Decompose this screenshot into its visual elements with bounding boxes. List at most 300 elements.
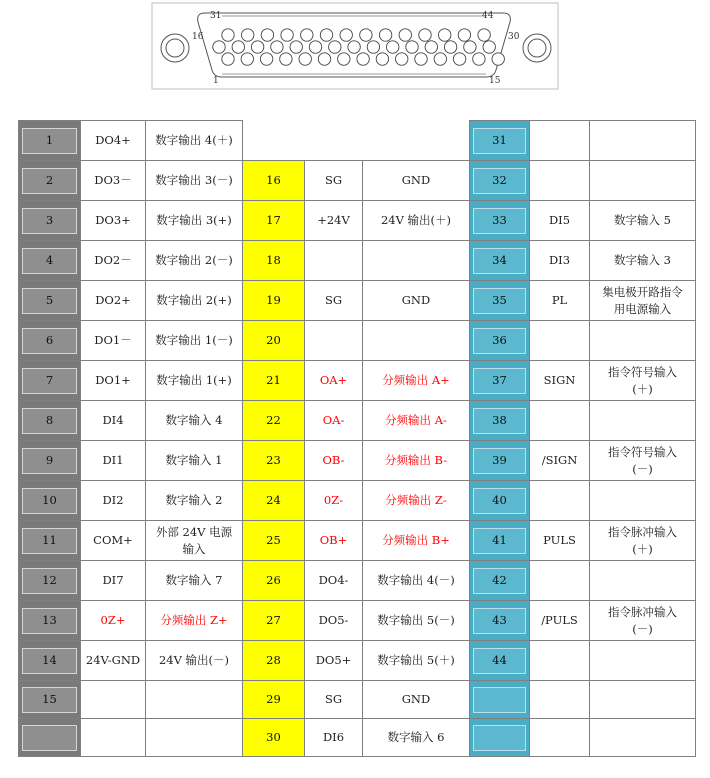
description-a-line: 数字输出 2(－) [155, 253, 233, 267]
signal-a [81, 281, 146, 321]
pin-number-c [470, 719, 530, 757]
description-c-line: (－) [632, 621, 653, 636]
signal-b-text: OA- [322, 413, 345, 427]
description-a [146, 561, 243, 601]
table-row [19, 281, 696, 321]
pin-number-c-bevel [473, 248, 526, 274]
connector-pin [318, 53, 330, 65]
pin-number-a [19, 521, 81, 561]
connector-pin [241, 53, 253, 65]
pin-number-a-bevel [22, 328, 77, 354]
pin-number-a-bevel [22, 725, 77, 751]
signal-c [530, 401, 590, 441]
connector-pin [458, 29, 470, 41]
pin-assignment-table [18, 120, 696, 757]
pin-number-c-text: 36 [492, 333, 507, 347]
pin-number-c-text: 37 [492, 373, 507, 387]
connector-pin [473, 53, 485, 65]
description-c [590, 719, 696, 757]
connector-pin [301, 29, 313, 41]
connector-pin [271, 41, 283, 53]
signal-b-text: DO5- [318, 613, 349, 627]
pin-number-a [19, 281, 81, 321]
signal-a [81, 719, 146, 757]
pin-number-c [470, 441, 530, 481]
connector-pin [379, 29, 391, 41]
signal-a [81, 481, 146, 521]
description-a [146, 161, 243, 201]
signal-a [81, 521, 146, 561]
description-a-line: 24V 输出(－) [158, 653, 230, 667]
description-a-line: 数字输入 1 [165, 453, 223, 467]
description-b-line: 数字输出 4(－) [377, 573, 455, 587]
pin-number-a-bevel [22, 288, 77, 314]
pin-number-c-text: 34 [492, 253, 507, 267]
description-b-line: GND [401, 692, 431, 706]
table-row [19, 681, 696, 719]
table-row [19, 641, 696, 681]
signal-a [81, 161, 146, 201]
description-b [363, 561, 470, 601]
description-c-line: (－) [632, 461, 653, 476]
signal-a [81, 361, 146, 401]
signal-b [305, 561, 363, 601]
pin-number-c [470, 161, 530, 201]
pin-number-c-bevel [473, 648, 526, 674]
connector-pin [340, 29, 352, 41]
description-b-line: GND [401, 293, 431, 307]
pin-number-a [19, 601, 81, 641]
description-c [590, 201, 696, 241]
connector-pin [348, 41, 360, 53]
table-row [19, 441, 696, 481]
connector-pin [251, 41, 263, 53]
description-a [146, 121, 243, 161]
signal-a-text: DI4 [102, 413, 124, 427]
description-c [590, 441, 696, 481]
connector-pin [360, 29, 372, 41]
description-a [146, 321, 243, 361]
connector-pin [492, 53, 504, 65]
pin-number-c-bevel [473, 368, 526, 394]
signal-c [530, 601, 590, 641]
description-b [363, 481, 470, 521]
signal-b-text: OB+ [319, 533, 348, 547]
pin-number-a-text: 13 [42, 613, 57, 627]
pin-number-c-bevel [473, 208, 526, 234]
description-c [590, 121, 696, 161]
description-c [590, 281, 696, 321]
pin-number-a-text: 6 [45, 333, 54, 347]
pin-number-c-bevel [473, 408, 526, 434]
pin-number-c-bevel [473, 528, 526, 554]
pin-number-c-text: 31 [492, 133, 507, 147]
description-b-line: GND [401, 173, 431, 187]
connector-pin [478, 29, 490, 41]
pin-number-a-text: 14 [42, 653, 57, 667]
signal-c [530, 719, 590, 757]
pin-number-a [19, 241, 81, 281]
pin-number-c-bevel [473, 687, 526, 713]
pin-number-a [19, 401, 81, 441]
connector-pin [280, 53, 292, 65]
pin-number-a-text: 4 [45, 253, 54, 267]
connector-pin [406, 41, 418, 53]
description-a-line: 数字输出 1(－) [155, 333, 233, 347]
pin-number-b-text: 28 [266, 653, 281, 667]
pin-number-b-text: 16 [266, 173, 281, 187]
connector-pin [281, 29, 293, 41]
description-a [146, 681, 243, 719]
description-c-line: 集电极开路指令 [602, 284, 683, 299]
connector-pin [425, 41, 437, 53]
signal-b [305, 441, 363, 481]
pin-label-31: 31 [210, 11, 222, 21]
pin-number-c-bevel [473, 128, 526, 154]
connector-diagram [0, 0, 710, 95]
pin-number-b [243, 601, 305, 641]
description-a-line: 输入 [182, 541, 206, 556]
description-b-line: 数字输入 6 [387, 730, 445, 744]
pin-label-16: 16 [192, 32, 204, 42]
description-b [363, 401, 470, 441]
description-c-line: 用电源输入 [613, 301, 672, 316]
description-a-line: 数字输入 4 [165, 413, 223, 427]
description-b [363, 241, 470, 281]
pin-number-b-text: 29 [266, 692, 281, 706]
pin-number-a-bevel [22, 408, 77, 434]
description-a [146, 641, 243, 681]
table-row [19, 481, 696, 521]
signal-c [530, 521, 590, 561]
signal-b-text: DI6 [322, 730, 345, 744]
signal-b [305, 719, 363, 757]
table-row [19, 121, 696, 161]
pin-number-a [19, 201, 81, 241]
pin-number-c [470, 321, 530, 361]
table-row [19, 361, 696, 401]
connector-pin [222, 53, 234, 65]
pin-number-a-bevel [22, 687, 77, 713]
pin-number-c-text: 33 [492, 213, 507, 227]
signal-b-text: 0Z- [323, 493, 344, 507]
signal-a-text: 0Z+ [100, 613, 126, 627]
signal-a [81, 441, 146, 481]
pin-number-c-text: 32 [492, 173, 507, 187]
signal-b-text: SG [324, 293, 343, 307]
description-c [590, 481, 696, 521]
pin-number-a-bevel [22, 528, 77, 554]
signal-b [305, 201, 363, 241]
connector-pin [415, 53, 427, 65]
description-c-line: 指令符号输入 [608, 444, 677, 459]
pin-number-c-bevel [473, 328, 526, 354]
pin-number-a [19, 321, 81, 361]
signal-a [81, 241, 146, 281]
description-c-line: 指令脉冲输入 [608, 524, 677, 539]
pin-number-b [243, 241, 305, 281]
pin-number-c-bevel [473, 288, 526, 314]
description-a-line: 数字输入 7 [165, 573, 223, 587]
signal-a-text: DO1+ [95, 373, 131, 387]
connector-pin [439, 29, 451, 41]
pin-number-a [19, 361, 81, 401]
description-a [146, 401, 243, 441]
pin-number-c [470, 401, 530, 441]
pin-number-a-text: 11 [42, 533, 57, 547]
connector-pin [242, 29, 254, 41]
pin-label-1: 1 [213, 76, 219, 86]
signal-a [81, 201, 146, 241]
description-c [590, 561, 696, 601]
signal-a [81, 641, 146, 681]
description-b-line: 数字输出 5(＋) [377, 653, 455, 667]
pin-number-a-text: 9 [45, 453, 54, 467]
description-c-line: 数字输入 5 [614, 213, 671, 227]
signal-b [305, 361, 363, 401]
pin-number-c-text: 40 [492, 493, 507, 507]
description-a-line: 数字输入 2 [165, 493, 223, 507]
description-c-line: 指令符号输入 [608, 364, 677, 379]
signal-c [530, 441, 590, 481]
pin-number-c [470, 281, 530, 321]
connector-pin [387, 41, 399, 53]
description-b-line: 数字输出 5(－) [377, 613, 455, 627]
signal-c-text: PULS [543, 533, 576, 547]
description-b [363, 719, 470, 757]
signal-c [530, 321, 590, 361]
pin-number-c-text: 35 [492, 293, 507, 307]
pin-number-c-text: 43 [492, 613, 507, 627]
connector-pin [329, 41, 341, 53]
signal-a [81, 121, 146, 161]
signal-a [81, 401, 146, 441]
signal-c-text: SIGN [543, 373, 576, 387]
signal-a-text: DO3+ [95, 213, 131, 227]
signal-b-text: DO5+ [315, 653, 352, 667]
connector-pin [290, 41, 302, 53]
description-a [146, 241, 243, 281]
signal-c [530, 641, 590, 681]
pin-number-c [470, 481, 530, 521]
pin-label-44: 44 [482, 11, 494, 21]
signal-a [81, 681, 146, 719]
signal-c [530, 201, 590, 241]
connector-pin [232, 41, 244, 53]
description-a-line: 数字输出 2(+) [156, 293, 232, 307]
connector-pin [396, 53, 408, 65]
description-b [363, 361, 470, 401]
connector-pin [299, 53, 311, 65]
pin-number-c-bevel [473, 725, 526, 751]
signal-a-text: 24V-GND [85, 653, 141, 667]
pin-number-b [243, 481, 305, 521]
signal-a-text: COM+ [93, 533, 133, 547]
pin-number-a [19, 161, 81, 201]
connector-pin [260, 53, 272, 65]
pin-number-b [243, 441, 305, 481]
pin-number-a-bevel [22, 168, 77, 194]
signal-a-text: DI7 [102, 573, 124, 587]
description-a-line: 数字输出 3(+) [156, 213, 232, 227]
description-a [146, 361, 243, 401]
pin-number-c [470, 521, 530, 561]
description-a-line: 数字输出 4(＋) [155, 133, 233, 147]
signal-c [530, 481, 590, 521]
description-c-line: (＋) [632, 381, 653, 396]
table-row [19, 241, 696, 281]
pin-number-b-text: 27 [266, 613, 281, 627]
pin-number-b-text: 23 [266, 453, 281, 467]
signal-a [81, 561, 146, 601]
pin-number-b-text: 25 [266, 533, 281, 547]
description-b-line: 分频输出 Z- [385, 493, 447, 507]
signal-a [81, 601, 146, 641]
signal-b [305, 641, 363, 681]
signal-b [305, 481, 363, 521]
connector-pin [213, 41, 225, 53]
signal-c [530, 361, 590, 401]
signal-c-text: /PULS [541, 613, 578, 627]
pin-number-c-text: 38 [492, 413, 507, 427]
description-a-line: 分频输出 Z+ [160, 613, 228, 627]
pin-number-b [243, 521, 305, 561]
signal-a-text: DO2－ [94, 253, 132, 267]
connector-pin [320, 29, 332, 41]
signal-a-text: DO2+ [95, 293, 131, 307]
pin-number-c [470, 241, 530, 281]
signal-b-text: OA+ [319, 373, 348, 387]
signal-b [305, 321, 363, 361]
pin-number-a-bevel [22, 648, 77, 674]
pin-number-b-text: 18 [266, 253, 281, 267]
signal-a [81, 321, 146, 361]
pin-number-a [19, 641, 81, 681]
pin-number-c-text: 41 [492, 533, 507, 547]
pin-number-c [470, 601, 530, 641]
signal-c [530, 561, 590, 601]
signal-a-text: DI2 [102, 493, 124, 507]
pin-number-a-text: 15 [42, 692, 57, 706]
pin-number-b [243, 641, 305, 681]
pin-number-b [243, 401, 305, 441]
description-c [590, 681, 696, 719]
description-c-line: (＋) [632, 541, 653, 556]
pin-number-c-text: 42 [492, 573, 507, 587]
table-row [19, 719, 696, 757]
pin-number-a-bevel [22, 208, 77, 234]
description-b [363, 601, 470, 641]
signal-b [305, 241, 363, 281]
pin-number-a [19, 481, 81, 521]
pin-number-a [19, 719, 81, 757]
pin-number-c-bevel [473, 608, 526, 634]
description-b [363, 161, 470, 201]
pin-number-a-text: 2 [45, 173, 54, 187]
signal-b [305, 281, 363, 321]
description-a [146, 281, 243, 321]
signal-c-text: DI5 [548, 213, 571, 227]
pin-number-a-text: 1 [45, 133, 54, 147]
pin-number-a-bevel [22, 608, 77, 634]
signal-c [530, 281, 590, 321]
pin-number-a-bevel [22, 128, 77, 154]
pin-number-b [243, 719, 305, 757]
signal-b-text: SG [324, 692, 343, 706]
description-c-line: 指令脉冲输入 [608, 604, 677, 619]
pin-number-a-bevel [22, 448, 77, 474]
pin-number-c [470, 201, 530, 241]
description-b [363, 641, 470, 681]
pin-number-c [470, 361, 530, 401]
signal-c [530, 681, 590, 719]
signal-a-text: DO1－ [94, 333, 132, 347]
description-c [590, 401, 696, 441]
pin-number-c [470, 681, 530, 719]
signal-b-text: +24V [317, 213, 350, 227]
signal-b-text: OB- [322, 453, 345, 467]
connector-pin [376, 53, 388, 65]
pin-number-b-text: 20 [266, 333, 281, 347]
description-c [590, 641, 696, 681]
description-a-line: 外部 24V 电源 [155, 524, 233, 539]
pin-number-b-text: 30 [266, 730, 281, 744]
pin-number-c-bevel [473, 568, 526, 594]
pin-number-b-text: 17 [266, 213, 281, 227]
pin-number-b [243, 281, 305, 321]
connector-pin [338, 53, 350, 65]
pin-number-b-text: 22 [266, 413, 281, 427]
table-row [19, 561, 696, 601]
description-b [363, 321, 470, 361]
signal-b [305, 521, 363, 561]
description-c [590, 241, 696, 281]
connector-pin [222, 29, 234, 41]
pin-number-a-text: 12 [42, 573, 57, 587]
pin-number-b-text: 19 [266, 293, 281, 307]
pin-number-a [19, 561, 81, 601]
pin-number-b [243, 161, 305, 201]
signal-a-text: DI1 [102, 453, 124, 467]
connector-pin [357, 53, 369, 65]
connector-pin [419, 29, 431, 41]
table-row [19, 201, 696, 241]
pin-number-a-bevel [22, 248, 77, 274]
pin-number-a [19, 681, 81, 719]
signal-c [530, 241, 590, 281]
pin-number-b [243, 361, 305, 401]
connector-pin [483, 41, 495, 53]
pin-number-c [470, 641, 530, 681]
right-mount-screw [523, 34, 551, 62]
description-b-line: 分频输出 B- [384, 453, 448, 467]
pin-number-a-bevel [22, 368, 77, 394]
pin-number-c-bevel [473, 168, 526, 194]
description-a [146, 719, 243, 757]
description-b [363, 441, 470, 481]
signal-a-text: DO4+ [95, 133, 131, 147]
description-b [363, 521, 470, 561]
description-a [146, 441, 243, 481]
pin-number-c-text: 44 [492, 653, 507, 667]
table-row [19, 321, 696, 361]
signal-c-text: DI3 [548, 253, 571, 267]
description-a [146, 521, 243, 561]
description-b-line: 24V 输出(＋) [380, 213, 452, 227]
pin-number-b [243, 681, 305, 719]
pin-label-15: 15 [489, 76, 501, 86]
pin-number-c [470, 121, 530, 161]
